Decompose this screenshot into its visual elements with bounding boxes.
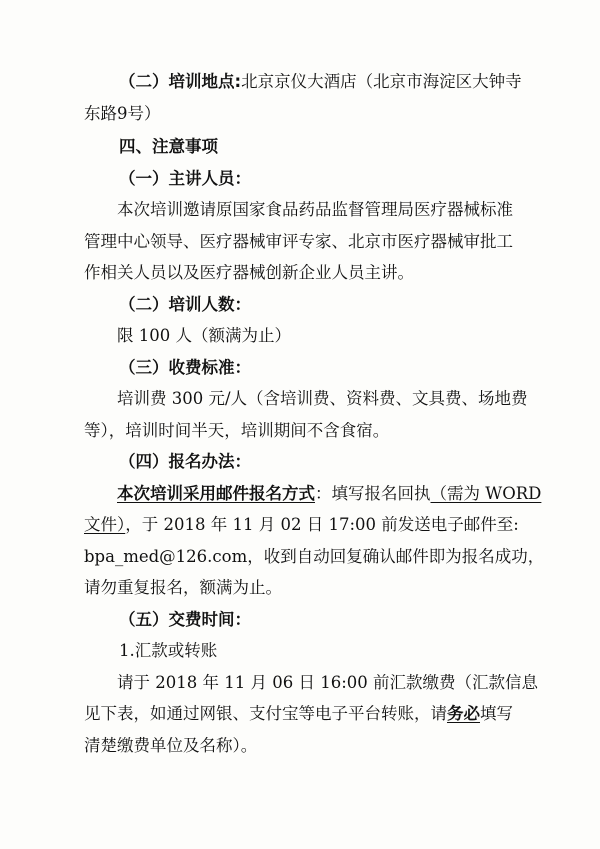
signup-format-note-end: 文件） bbox=[84, 515, 126, 534]
signup-deadline: ，于 2018 年 11 月 02 日 17:00 前发送电子邮件至: bbox=[125, 515, 519, 534]
must-emphasis: 务必 bbox=[447, 704, 480, 723]
speakers-label: （一）主讲人员： bbox=[119, 168, 251, 188]
transfer-line-2 bbox=[84, 698, 514, 730]
section-4-title: 四、注意事项 bbox=[119, 137, 218, 156]
speakers-line-1: 本次培训邀请原国家食品药品监督管理局医疗器械标准 bbox=[117, 200, 513, 219]
count-text: 限 100 人（额满为止） bbox=[117, 326, 291, 345]
location-line-1 bbox=[84, 66, 522, 98]
location-text-1: 北京京仪大酒店（北京市海淀区大钟寺 bbox=[241, 72, 522, 91]
count-label: （二）培训人数： bbox=[119, 294, 251, 314]
transfer-line-2-a: 见下表，如通过网银、支付宝等电子平台转账，请 bbox=[84, 704, 447, 723]
location-line-2: 东路9号） bbox=[84, 103, 161, 123]
transfer-line-3: 清楚缴费单位及名称）。 bbox=[84, 735, 258, 755]
speakers-line-2: 管理中心领导、医疗器械审评专家、北京市医疗器械审批工 bbox=[84, 231, 513, 251]
speakers-line-3: 作相关人员以及医疗器械创新企业人员主讲。 bbox=[84, 263, 414, 282]
signup-label: （四）报名办法： bbox=[119, 452, 251, 471]
transfer-title: 1.汇款或转账 bbox=[119, 641, 218, 660]
signup-line-2 bbox=[84, 509, 519, 541]
signup-line-1 bbox=[84, 478, 542, 510]
signup-method-emphasis: 本次培训采用邮件报名方式 bbox=[117, 483, 315, 503]
signup-line-4: 请勿重复报名，额满为止。 bbox=[84, 578, 282, 597]
payment-time-label: （五）交费时间： bbox=[119, 609, 251, 629]
fee-label: （三）收费标准： bbox=[119, 357, 251, 377]
location-label: （二）培训地点: bbox=[119, 72, 242, 91]
transfer-line-1: 请于 2018 年 11 月 06 日 16:00 前汇款缴费（汇款信息 bbox=[117, 672, 538, 692]
signup-line-3: bpa_med@126.com，收到自动回复确认邮件即为报名成功， bbox=[84, 546, 545, 566]
signup-line-1-mid: ：填写报名回执 bbox=[315, 483, 431, 503]
signup-format-note: （需为 WORD bbox=[430, 483, 542, 503]
fee-line-1: 培训费 300 元/人（含培训费、资料费、文具费、场地费 bbox=[117, 389, 528, 408]
transfer-line-2-b: 填写 bbox=[480, 704, 513, 723]
fee-line-2: 等），培训时间半天，培训期间不含食宿。 bbox=[84, 420, 390, 440]
